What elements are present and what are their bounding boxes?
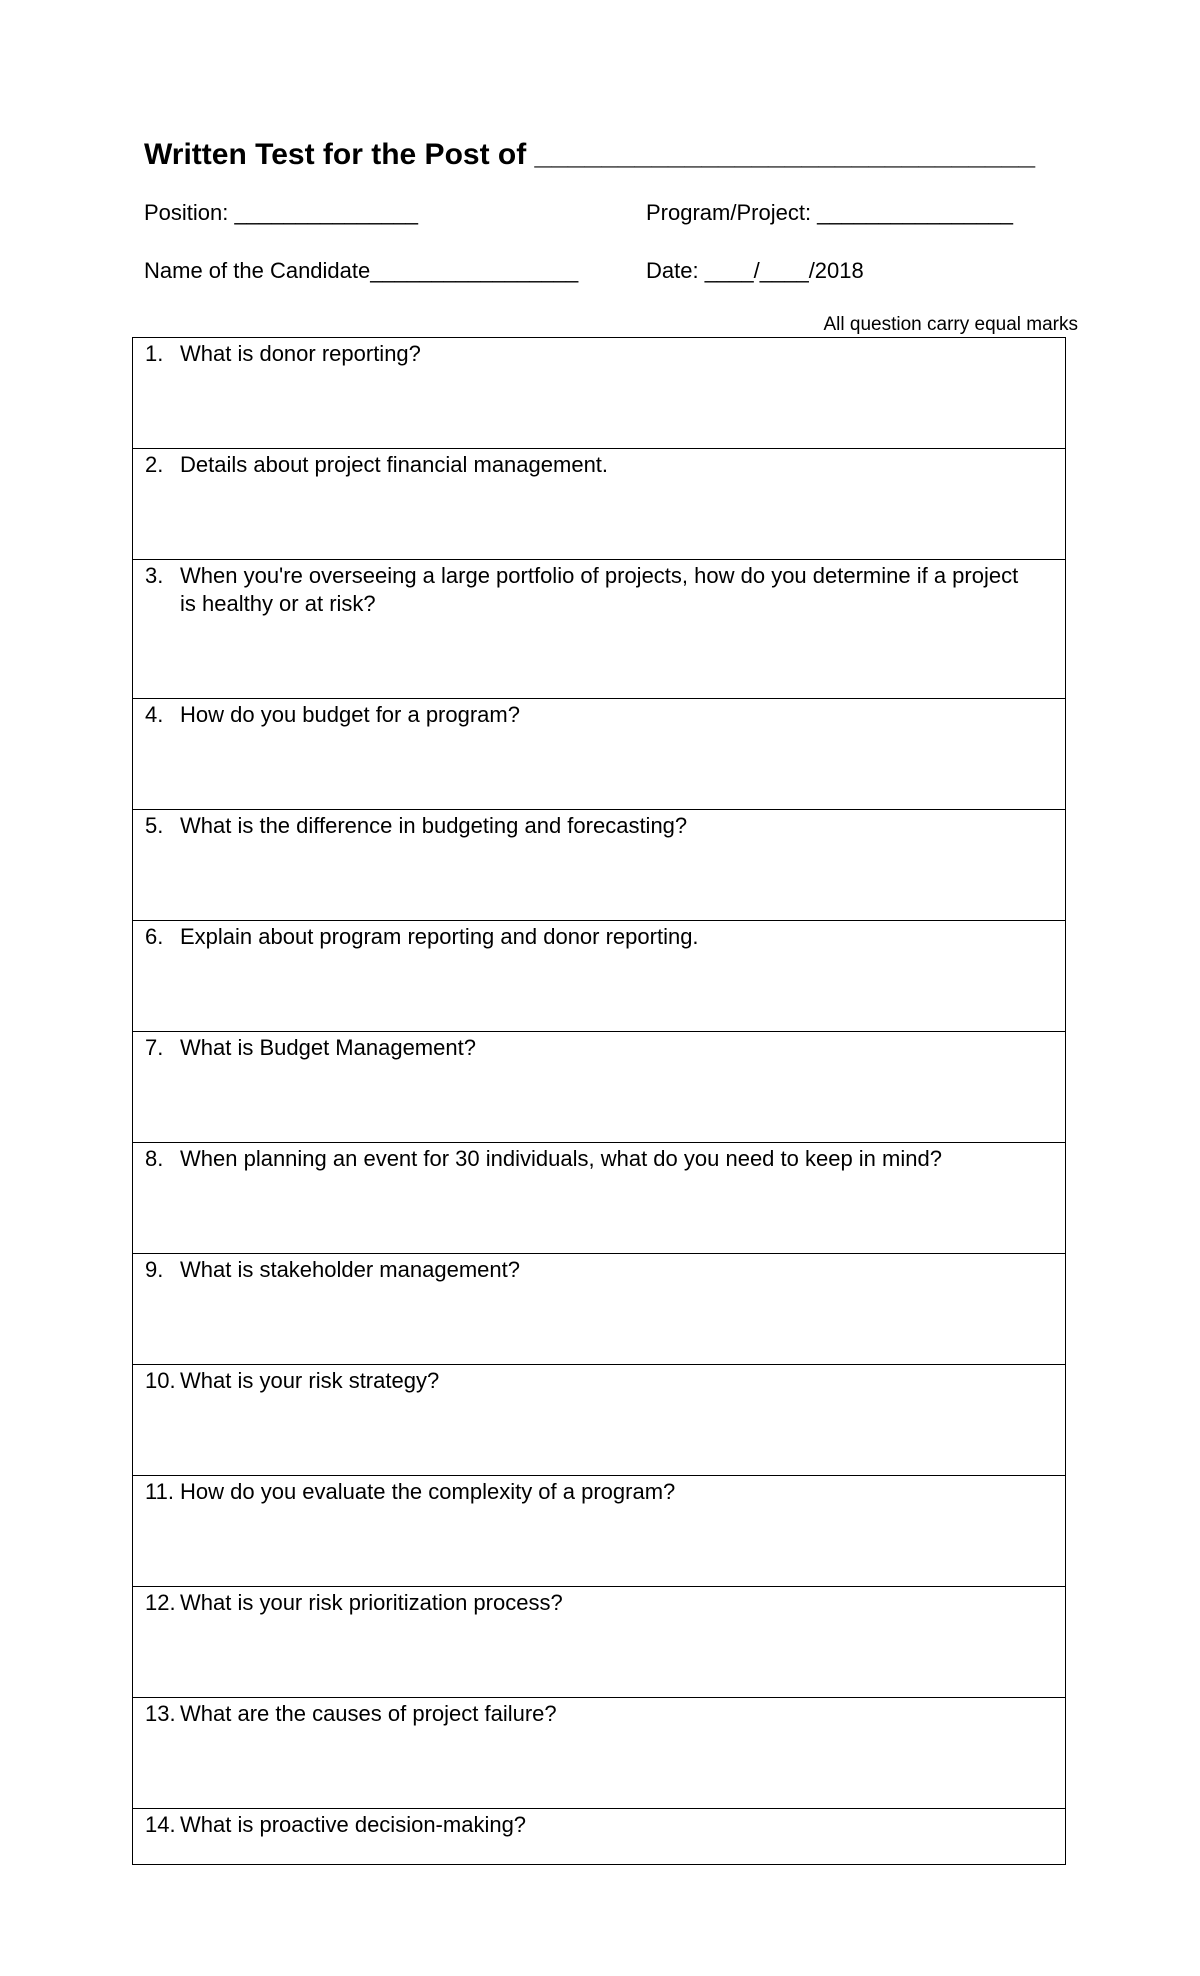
question-text: How do you evaluate the complexity of a program? (180, 1479, 676, 1504)
question-text: When planning an event for 30 individuals, what do you need to keep in mind? (180, 1146, 942, 1171)
question-row (133, 1365, 1065, 1476)
question-number: 6. (145, 924, 164, 949)
question-text: What is proactive decision-making? (180, 1812, 527, 1837)
question-text: How do you budget for a program? (180, 702, 520, 727)
question-row (133, 1254, 1065, 1365)
question-row (133, 1698, 1065, 1809)
question-number: 2. (145, 452, 164, 477)
position-field: Position: _______________ (144, 200, 419, 225)
question-number: 11. (145, 1479, 174, 1504)
question-number: 8. (145, 1146, 164, 1171)
question-row (133, 1476, 1065, 1587)
question-row (133, 1143, 1065, 1254)
marks-note: All question carry equal marks (823, 314, 1078, 335)
question-number: 10. (145, 1368, 176, 1393)
question-number: 13. (145, 1701, 176, 1726)
question-number: 3. (145, 563, 164, 588)
question-row (133, 1032, 1065, 1143)
question-row (133, 699, 1065, 810)
question-row (133, 921, 1065, 1032)
question-text: What are the causes of project failure? (180, 1701, 557, 1726)
question-text: Details about project financial management. (180, 452, 609, 477)
page-title: Written Test for the Post of ______________________________ (144, 138, 1036, 171)
question-text: What is stakeholder management? (180, 1257, 520, 1282)
question-number: 14. (145, 1812, 176, 1837)
question-number: 1. (145, 341, 164, 366)
program-project-field: Program/Project: ________________ (646, 200, 1013, 225)
question-number: 7. (145, 1035, 164, 1060)
date-field: Date: ____/____/2018 (646, 258, 864, 283)
question-text: What is the difference in budgeting and forecasting? (180, 813, 688, 838)
question-row (133, 449, 1065, 560)
question-row (133, 810, 1065, 921)
question-text: What is donor reporting? (180, 341, 421, 366)
question-text: When you're overseeing a large portfolio of projects, how do you determine if a project is healthy or at risk? (180, 563, 1019, 616)
question-number: 12. (145, 1590, 176, 1615)
question-number: 4. (145, 702, 164, 727)
question-row (133, 1587, 1065, 1698)
question-number: 5. (145, 813, 164, 838)
questions-table (132, 337, 1066, 1865)
question-text: Explain about program reporting and donor reporting. (180, 924, 699, 949)
question-number: 9. (145, 1257, 164, 1282)
candidate-name-field: Name of the Candidate_________________ (144, 258, 579, 283)
question-row (133, 560, 1065, 699)
question-text: What is your risk prioritization process? (180, 1590, 563, 1615)
question-text: What is your risk strategy? (180, 1368, 440, 1393)
question-row (133, 1809, 1065, 1864)
question-text: What is Budget Management? (180, 1035, 476, 1060)
question-row (133, 338, 1065, 449)
